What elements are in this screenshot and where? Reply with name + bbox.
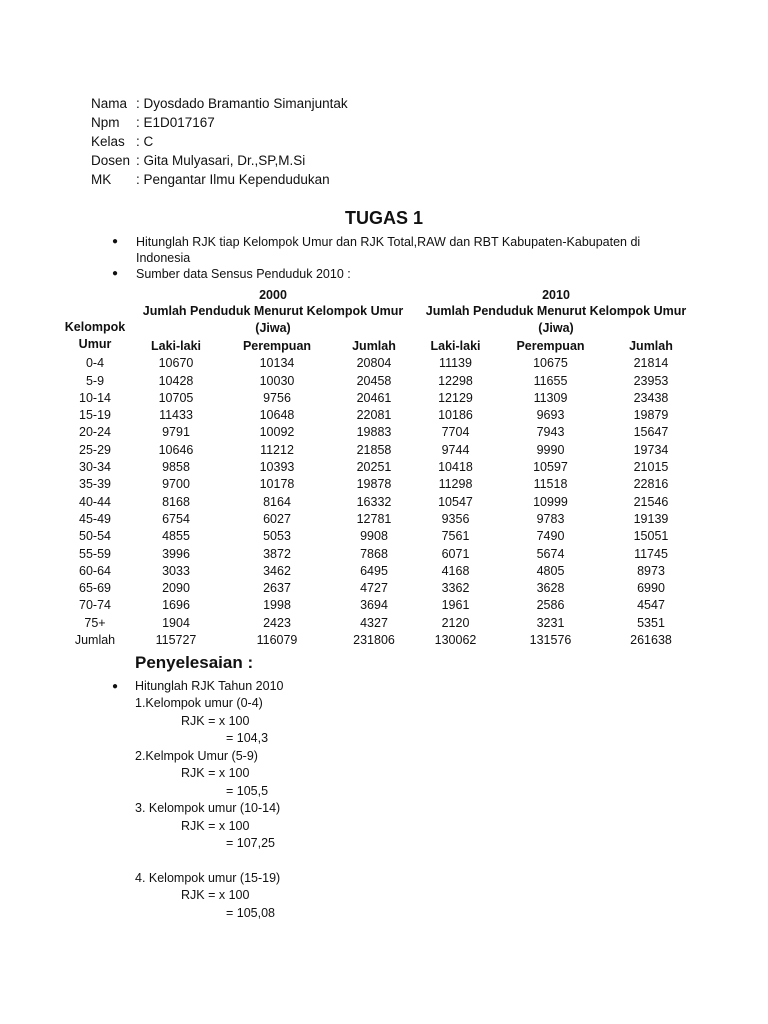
table-cell: 11433 <box>159 408 193 423</box>
table-cell: 115727 <box>155 632 197 647</box>
table-row <box>62 458 694 475</box>
step-result: = 107,25 <box>226 836 276 850</box>
table-cell: 3996 <box>162 546 190 561</box>
age-group-cell: 20-24 <box>79 425 111 440</box>
table-cell: 10030 <box>259 373 295 388</box>
step-result: = 105,5 <box>226 783 269 798</box>
table-cell: 116079 <box>256 632 298 647</box>
table-cell: 10428 <box>158 373 194 388</box>
table-row <box>62 614 694 631</box>
info-label: Dosen <box>91 153 131 168</box>
age-group-cell: 5-9 <box>85 373 105 388</box>
table-cell: 10670 <box>158 356 194 371</box>
table-cell: 3628 <box>536 581 565 596</box>
table-cell: 4547 <box>637 598 665 613</box>
bullet-icon: ● <box>112 268 119 279</box>
table-cell: 7490 <box>536 529 565 544</box>
table-cell: 19879 <box>633 408 669 423</box>
table-cell: 10705 <box>158 390 194 405</box>
table-row <box>62 493 694 510</box>
table-cell: 10646 <box>158 442 194 457</box>
age-group-cell: 70-74 <box>79 598 111 613</box>
table-cell: 3694 <box>360 598 388 613</box>
table-cell: 10597 <box>533 460 568 475</box>
age-group-cell: Jumlah <box>74 632 116 647</box>
table-cell: 10178 <box>259 477 295 492</box>
sub-header-total-2000: Jumlah <box>352 338 396 353</box>
sub-header-total-2010: Jumlah <box>629 338 673 353</box>
table-cell: 5351 <box>637 615 665 630</box>
step-result: = 105,08 <box>226 905 276 920</box>
solution-title: Penyelesaian : <box>135 653 254 672</box>
table-cell: 20458 <box>356 373 392 388</box>
solution-section <box>112 653 284 922</box>
table-cell: 130062 <box>434 632 477 647</box>
age-group-cell: 25-29 <box>79 442 111 457</box>
age-group-cell: 30-34 <box>79 460 111 475</box>
table-cell: 23953 <box>633 373 669 388</box>
table-cell: 261638 <box>630 632 672 647</box>
bullet-text: Hitunglah RJK tiap Kelompok Umur dan RJK Total,RAW dan RBT Kabupaten-Kabupaten di Indonesia <box>136 235 641 265</box>
bullet-text: Sumber data Sensus Penduduk 2010 : <box>136 267 351 281</box>
table-cell: 11655 <box>533 373 568 388</box>
table-cell: 4727 <box>360 581 388 596</box>
table-cell: 11212 <box>260 442 294 457</box>
age-group-cell: 35-39 <box>79 477 111 492</box>
bullet-item <box>112 234 656 266</box>
table-cell: 19883 <box>356 425 392 440</box>
table-cell: 21546 <box>633 494 669 509</box>
info-label: Kelas <box>91 134 125 149</box>
spacer <box>135 853 284 870</box>
age-group-cell: 60-64 <box>79 563 111 578</box>
info-value: : Dyosdado Bramantio Simanjuntak <box>136 96 348 111</box>
year-2000-header: 2000 <box>259 287 287 302</box>
info-value: : Pengantar Ilmu Kependudukan <box>136 172 330 187</box>
table-row <box>62 597 694 614</box>
table-cell: 5053 <box>263 529 291 544</box>
table-cell: 10648 <box>259 408 295 423</box>
table-row <box>62 389 694 406</box>
age-group-cell: 75+ <box>84 615 106 630</box>
table-cell: 19139 <box>633 511 669 526</box>
table-cell: 3462 <box>263 563 291 578</box>
table-cell: 9693 <box>536 408 565 423</box>
table-cell: 21814 <box>633 356 669 371</box>
table-row <box>62 631 694 648</box>
table-cell: 10418 <box>438 460 473 475</box>
age-group-cell: 15-19 <box>79 408 111 423</box>
table-cell: 2090 <box>162 581 190 596</box>
col-age-header: Kelompok Umur <box>64 319 126 351</box>
age-group-cell: 55-59 <box>79 546 111 561</box>
table-body <box>62 355 694 649</box>
table-row <box>62 579 694 596</box>
table-cell: 22816 <box>633 477 669 492</box>
table-cell: 10186 <box>438 408 473 423</box>
table-cell: 231806 <box>353 632 395 647</box>
step-heading: 4. Kelompok umur (15-19) <box>135 870 281 885</box>
table-cell: 11309 <box>533 390 568 405</box>
table-cell: 20251 <box>356 460 392 475</box>
age-group-cell: 10-14 <box>79 390 111 405</box>
table-cell: 23438 <box>633 390 669 405</box>
table-row <box>62 355 694 372</box>
table-row <box>62 476 694 493</box>
table-cell: 6754 <box>162 511 190 526</box>
bullet-icon: ● <box>112 680 119 692</box>
step-formula: RJK = x 100 <box>181 766 250 780</box>
table-cell: 11139 <box>439 356 472 371</box>
table-cell: 6071 <box>441 546 470 561</box>
table-cell: 7868 <box>360 546 388 561</box>
info-label: MK <box>91 172 112 187</box>
table-cell: 4855 <box>162 529 190 544</box>
table-row <box>62 528 694 545</box>
table-cell: 4168 <box>441 563 470 578</box>
group-header-2010: Jumlah Penduduk Menurut Kelompok Umur (Jiwa) <box>425 304 687 336</box>
table-cell: 2637 <box>263 581 291 596</box>
table-row <box>62 441 694 458</box>
table-cell: 11518 <box>533 477 568 492</box>
info-value: : C <box>136 134 154 149</box>
table-cell: 2586 <box>536 598 565 613</box>
table-cell: 1904 <box>162 615 190 630</box>
table-cell: 5674 <box>536 546 565 561</box>
sub-header-male-2010: Laki-laki <box>430 338 481 353</box>
table-cell: 2120 <box>441 615 470 630</box>
table-cell: 1696 <box>162 598 190 613</box>
table-cell: 19734 <box>633 442 669 457</box>
table-cell: 10675 <box>533 356 568 371</box>
solution-bullet <box>112 678 284 696</box>
table-row <box>62 545 694 562</box>
table-cell: 15051 <box>633 529 669 544</box>
table-cell: 20804 <box>356 356 392 371</box>
table-cell: 7561 <box>441 529 470 544</box>
table-cell: 10393 <box>259 460 295 475</box>
solution-bullet-text: Hitunglah RJK Tahun 2010 <box>135 678 284 693</box>
table-cell: 2423 <box>263 615 291 630</box>
table-cell: 9744 <box>441 442 470 457</box>
table-cell: 9783 <box>536 511 565 526</box>
table-cell: 131576 <box>529 632 572 647</box>
student-info <box>91 94 348 189</box>
step-result: = 104,3 <box>226 731 269 745</box>
table-cell: 21015 <box>633 460 669 475</box>
info-row-npm <box>91 113 348 132</box>
info-row-mk <box>91 170 348 189</box>
age-group-cell: 45-49 <box>79 511 111 526</box>
step-formula: RJK = x 100 <box>181 888 250 902</box>
table-row <box>62 562 694 579</box>
table-cell: 6027 <box>263 511 291 526</box>
table-cell: 12129 <box>438 390 473 405</box>
info-value: : E1D017167 <box>136 115 215 130</box>
table-cell: 4805 <box>536 563 565 578</box>
step-heading: 1.Kelompok umur (0-4) <box>135 696 263 710</box>
table-cell: 9756 <box>263 390 291 405</box>
table-cell: 9858 <box>162 460 190 475</box>
info-label: Nama <box>91 96 128 111</box>
table-row <box>62 372 694 389</box>
table-cell: 6990 <box>637 581 665 596</box>
population-table <box>62 286 694 649</box>
table-cell: 3362 <box>441 581 470 596</box>
year-2010-header: 2010 <box>542 287 570 302</box>
table-row <box>62 510 694 527</box>
info-label: Npm <box>91 115 120 130</box>
table-cell: 10999 <box>533 494 568 509</box>
table-cell: 7704 <box>441 425 470 440</box>
table-cell: 9990 <box>536 442 565 457</box>
table-cell: 1961 <box>441 598 470 613</box>
step-formula: RJK = x 100 <box>181 713 250 728</box>
table-cell: 21858 <box>356 442 392 457</box>
info-row-nama <box>91 94 348 113</box>
table-cell: 8168 <box>162 494 190 509</box>
sub-header-female-2010: Perempuan <box>516 338 585 353</box>
table-cell: 1998 <box>263 598 291 613</box>
bullet-icon: ● <box>112 236 119 247</box>
step-heading: 3. Kelompok umur (10-14) <box>135 801 281 815</box>
table-cell: 10092 <box>259 425 295 440</box>
table-row <box>62 406 694 423</box>
info-value: : Gita Mulyasari, Dr.,SP,M.Si <box>136 153 306 168</box>
table-cell: 11745 <box>634 546 668 561</box>
table-cell: 3033 <box>162 563 190 578</box>
table-cell: 4327 <box>360 615 388 630</box>
table-cell: 12298 <box>438 373 473 388</box>
step-heading: 2.Kelmpok Umur (5-9) <box>135 748 258 763</box>
table-cell: 9700 <box>162 477 190 492</box>
table-cell: 9356 <box>441 511 470 526</box>
table-cell: 11298 <box>438 477 473 492</box>
table-cell: 9791 <box>162 425 190 440</box>
table-cell: 7943 <box>536 425 565 440</box>
table-cell: 10547 <box>438 494 473 509</box>
bullet-item <box>112 266 656 282</box>
table-cell: 19878 <box>356 477 392 492</box>
table-cell: 8164 <box>263 494 291 509</box>
table-cell: 16332 <box>356 494 392 509</box>
info-row-kelas <box>91 132 348 151</box>
table-cell: 9908 <box>360 529 388 544</box>
table-cell: 20461 <box>356 390 392 405</box>
group-header-2000: Jumlah Penduduk Menurut Kelompok Umur (Jiwa) <box>142 304 404 336</box>
table-row <box>62 424 694 441</box>
table-cell: 8973 <box>637 563 665 578</box>
age-group-cell: 65-69 <box>79 581 111 596</box>
page-title: TUGAS 1 <box>344 208 423 228</box>
sub-header-female-2000: Perempuan <box>242 338 312 353</box>
table-cell: 6495 <box>360 563 388 578</box>
table-cell: 3872 <box>263 546 291 561</box>
step-formula: RJK = x 100 <box>181 818 250 833</box>
table-cell: 22081 <box>356 408 392 423</box>
table-cell: 10134 <box>259 356 295 371</box>
sub-header-male-2000: Laki-laki <box>150 338 202 353</box>
age-group-cell: 0-4 <box>85 356 105 371</box>
age-group-cell: 50-54 <box>79 529 111 544</box>
table-cell: 12781 <box>356 511 392 526</box>
task-bullets <box>112 234 656 282</box>
table-cell: 15647 <box>633 425 669 440</box>
table-cell: 3231 <box>536 615 565 630</box>
age-group-cell: 40-44 <box>79 494 111 509</box>
info-row-dosen <box>91 151 348 170</box>
